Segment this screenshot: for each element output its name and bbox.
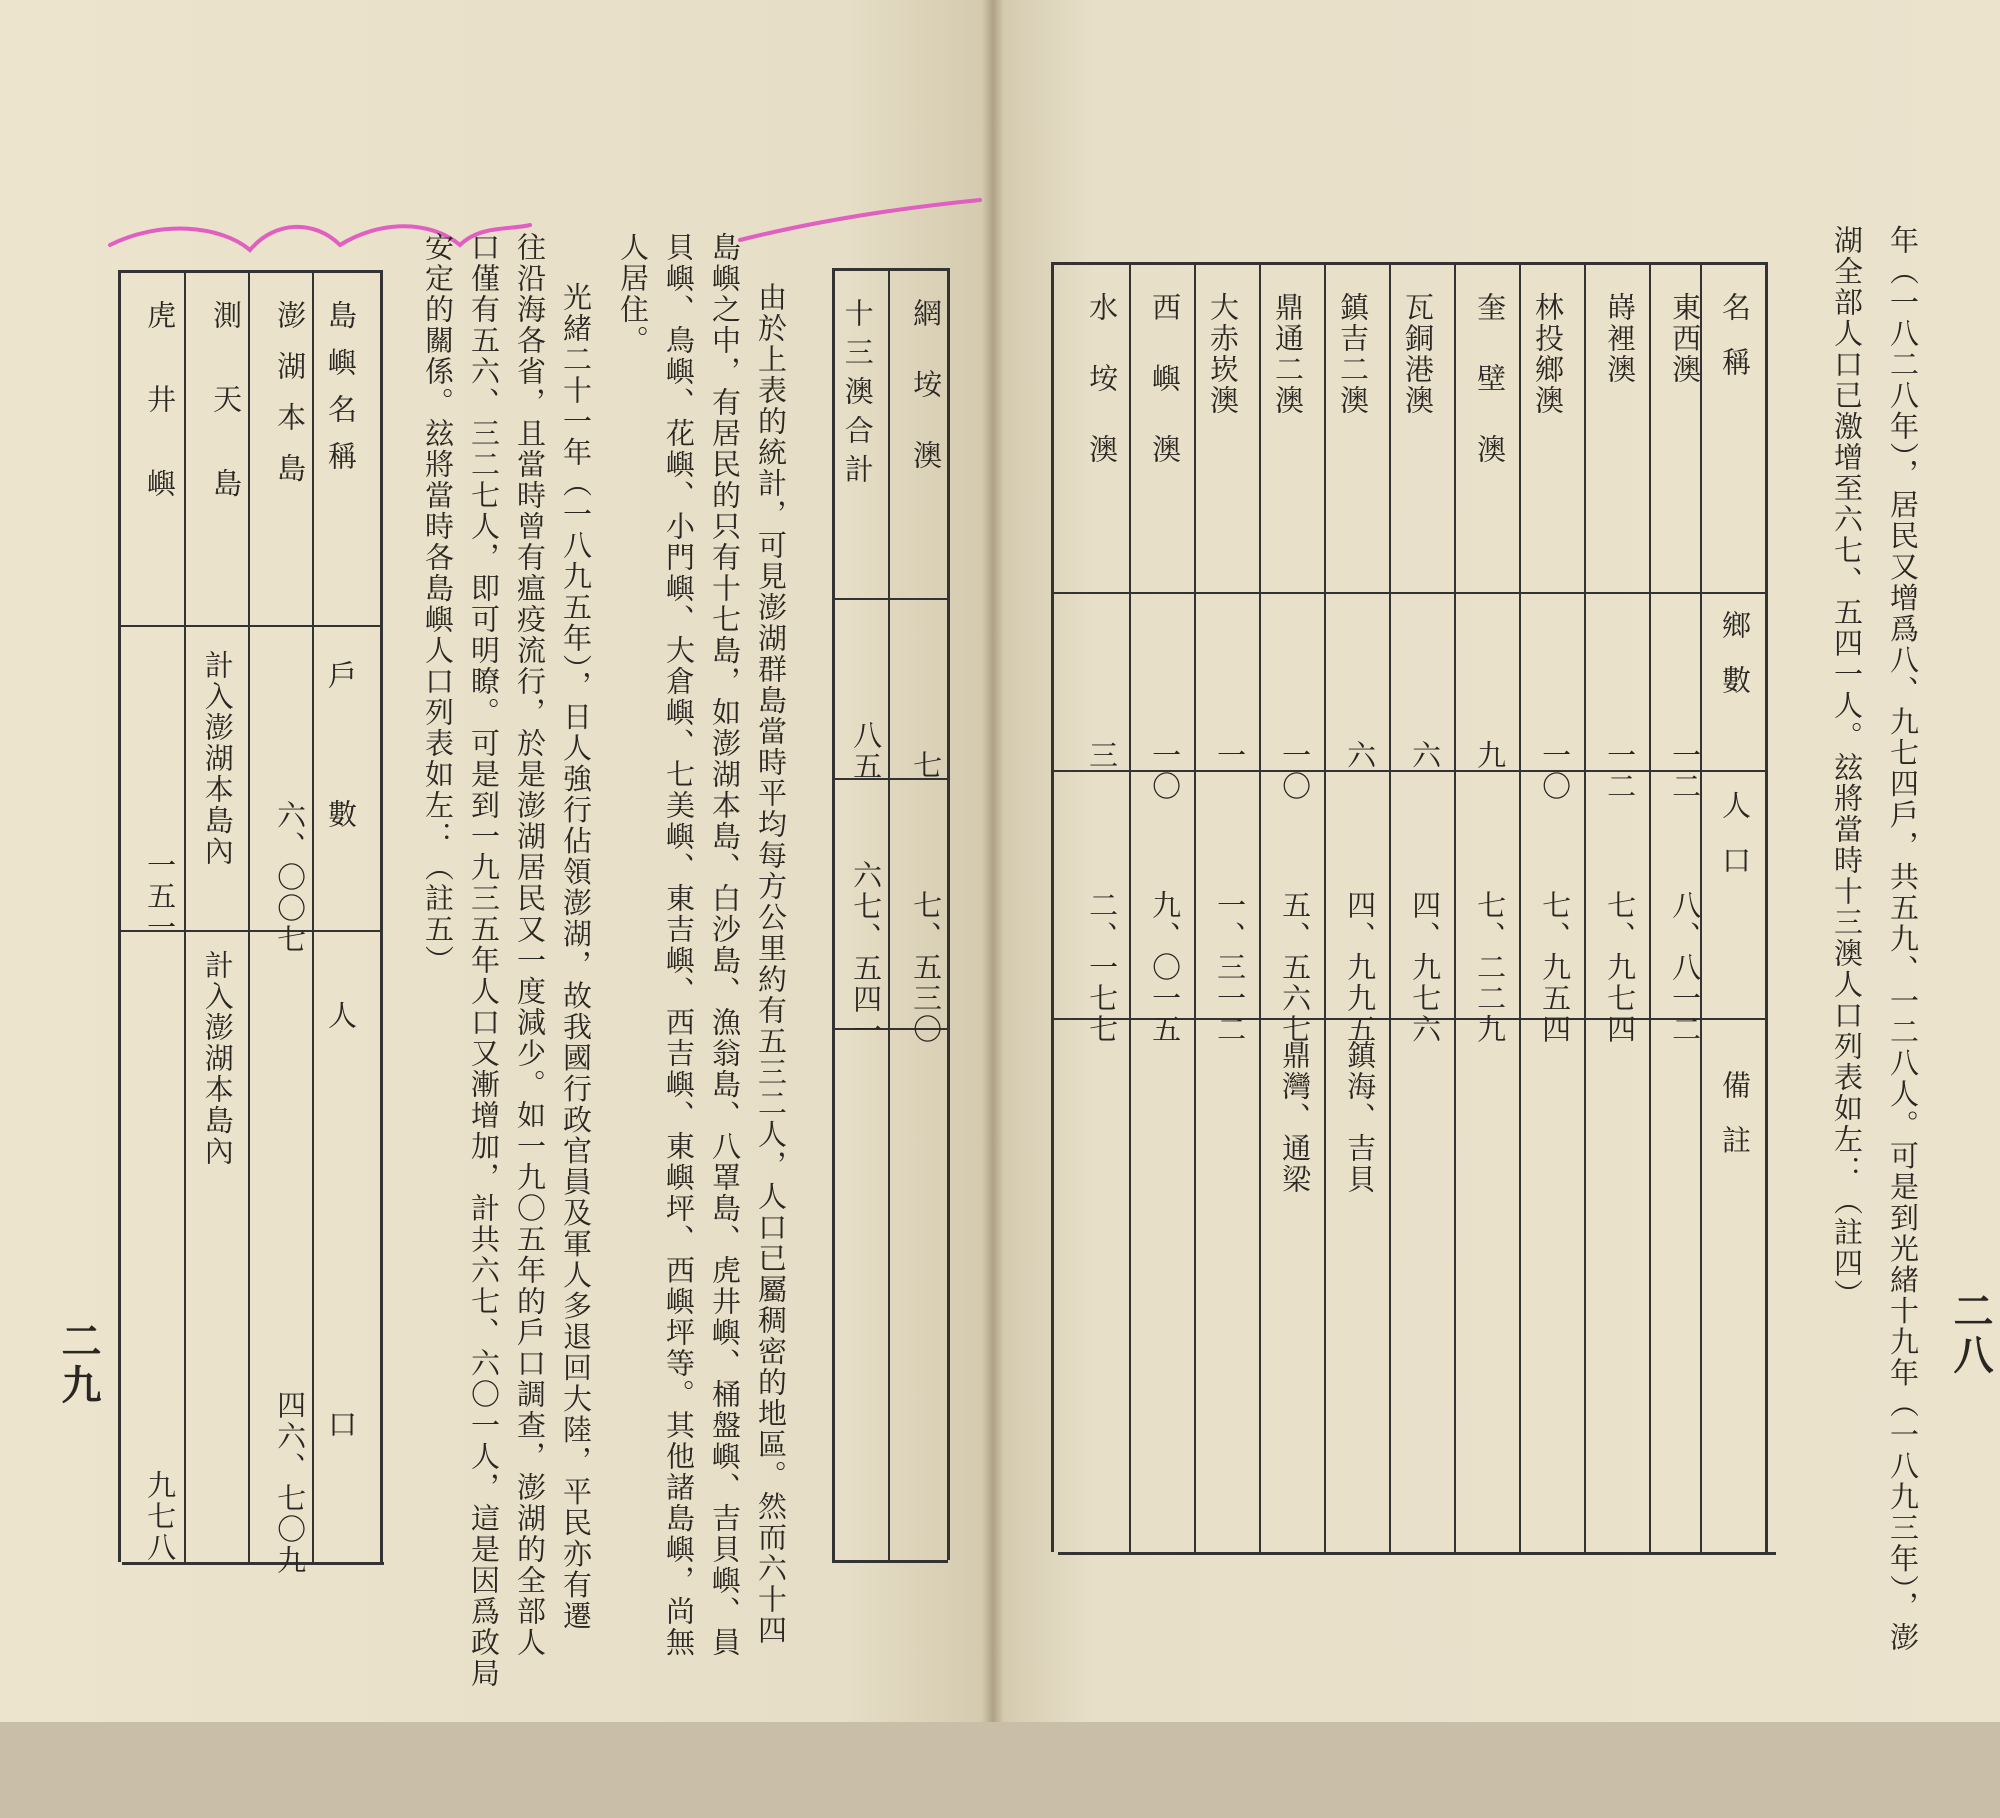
t2-row2-population: 計入澎湖本島內 <box>200 950 235 1167</box>
t1-row8-population: 一、三一二 <box>1213 890 1248 1045</box>
t1-row1-villages: 一二 <box>1668 740 1703 802</box>
t1-row7-population: 五、五六七 <box>1278 890 1313 1045</box>
t1c-row1-name: 網垵澳 <box>909 298 944 511</box>
t2-row2-name: 測天島 <box>209 300 244 552</box>
body-line-5: 光緒二十一年（一八九五年），日人強行佔領澎湖，故我國行政官員及軍人多退回大陸，平民亦有遷 <box>559 282 593 1632</box>
t1-row5-villages: 六 <box>1408 740 1443 771</box>
t1-header-remark: 備註 <box>1718 1070 1752 1180</box>
t1-row2-villages: 一二 <box>1603 740 1638 802</box>
t1-row10-population: 二、一七七 <box>1085 890 1120 1045</box>
t1-row3-villages: 一〇 <box>1538 740 1573 802</box>
t1-row4-name: 奎壁澳 <box>1473 292 1508 505</box>
t1-row1-population: 八、八一二 <box>1668 890 1703 1045</box>
t1-row8-name: 大赤崁澳 <box>1206 292 1241 416</box>
page-number-right: 二八 <box>1947 1290 1994 1378</box>
t1-row7-name: 鼎通二澳 <box>1271 292 1306 416</box>
body-line-7: 口僅有五六、三二七人，即可明瞭。可是到一九三五年人口又漸增加，計共六七、六〇一人，這是因爲政局 <box>467 232 501 1689</box>
t2-row2-households: 計入澎湖本島內 <box>200 650 235 867</box>
t1-row2-population: 七、九七四 <box>1603 890 1638 1045</box>
pink-pen-mark <box>100 190 1000 280</box>
t1-row6-remark: 鎮海、吉貝 <box>1343 1040 1378 1195</box>
t2-header-households: 戶數 <box>324 660 358 938</box>
body-line-1: 由於上表的統計，可見澎湖群島當時平均每方公里約有五三二人，人口已屬稠密的地區。然而六十四 <box>754 282 788 1646</box>
intro-line-1: 年（一八二八年），居民又增爲八、九七四戶，共五九、一二八人。可是到光緒十九年（一八九三年），澎 <box>1886 225 1920 1653</box>
t1-row10-villages: 三 <box>1085 740 1120 771</box>
t1-row6-name: 鎮吉二澳 <box>1336 292 1371 416</box>
t1-row6-villages: 六 <box>1343 740 1378 771</box>
body-line-3: 貝嶼、鳥嶼、花嶼、小門嶼、大倉嶼、七美嶼、東吉嶼、西吉嶼、東嶼坪、西嶼坪等。其他諸島嶼，尚無 <box>662 232 696 1658</box>
t1c-row1-population: 七、五三〇 <box>909 890 944 1045</box>
t1-row4-villages: 九 <box>1473 740 1508 771</box>
t1-row2-name: 嵵裡澳 <box>1603 292 1638 385</box>
t1-row7-villages: 一〇 <box>1278 740 1313 802</box>
t1-row5-name: 瓦銅港澳 <box>1401 292 1436 416</box>
t1-header-name: 名稱 <box>1718 292 1752 402</box>
t1-row9-population: 九、〇一五 <box>1148 890 1183 1045</box>
t1-header-villages: 鄉數 <box>1718 610 1752 720</box>
t1-row1-name: 東西澳 <box>1668 292 1703 385</box>
t2-row3-households: 一五一 <box>143 850 178 943</box>
t1-row3-name: 林投鄉澳 <box>1531 292 1566 416</box>
body-line-2: 島嶼之中，有居民的只有十七島，如澎湖本島、白沙島、漁翁島、八罩島、虎井嶼、桶盤嶼、吉貝嶼、員 <box>708 232 742 1658</box>
t1c-row2-name: 十三澳合計 <box>840 298 875 493</box>
t1c-row2-villages: 八五 <box>849 720 884 782</box>
t2-row3-population: 九七八 <box>143 1470 178 1563</box>
t1-header-population: 人口 <box>1718 790 1752 900</box>
t1-row3-population: 七、九五四 <box>1538 890 1573 1045</box>
t1-row6-population: 四、九九五 <box>1343 890 1378 1045</box>
t1-row9-name: 西嶼澳 <box>1148 292 1183 505</box>
t1c-row1-villages: 七 <box>909 750 944 781</box>
t2-row1-name: 澎湖本島 <box>273 300 308 504</box>
page-number-left: 二九 <box>55 1320 102 1408</box>
t2-header-name: 島嶼名稱 <box>324 300 358 488</box>
t2-header-population: 人口 <box>324 1000 358 1818</box>
intro-line-2: 湖全部人口已激增至六七、五四一人。玆將當時十三澳人口列表如左：（註四） <box>1830 225 1864 1310</box>
body-line-6: 往沿海各省，且當時曾有瘟疫流行，於是澎湖居民又一度減少。如一九〇五年的戶口調查，澎湖的全部人 <box>513 232 547 1658</box>
t2-row1-population: 四六、七〇九 <box>273 1390 308 1576</box>
t1-row7-remark: 鼎灣、通梁 <box>1278 1040 1313 1195</box>
body-line-4: 人居住。 <box>616 232 650 356</box>
t2-row1-households: 六、〇〇七 <box>273 800 308 955</box>
t1-row4-population: 七、二二九 <box>1473 890 1508 1045</box>
t1-row5-population: 四、九七六 <box>1408 890 1443 1045</box>
t1-row9-villages: 一〇 <box>1148 740 1183 802</box>
body-line-8: 安定的關係。玆將當時各島嶼人口列表如左：（註五） <box>421 232 455 976</box>
t1c-row2-population: 六七、五四一 <box>849 860 884 1046</box>
t1-row8-villages: 一 <box>1213 740 1248 771</box>
t1-row10-name: 水垵澳 <box>1085 292 1120 505</box>
t2-row3-name: 虎井嶼 <box>143 300 178 552</box>
